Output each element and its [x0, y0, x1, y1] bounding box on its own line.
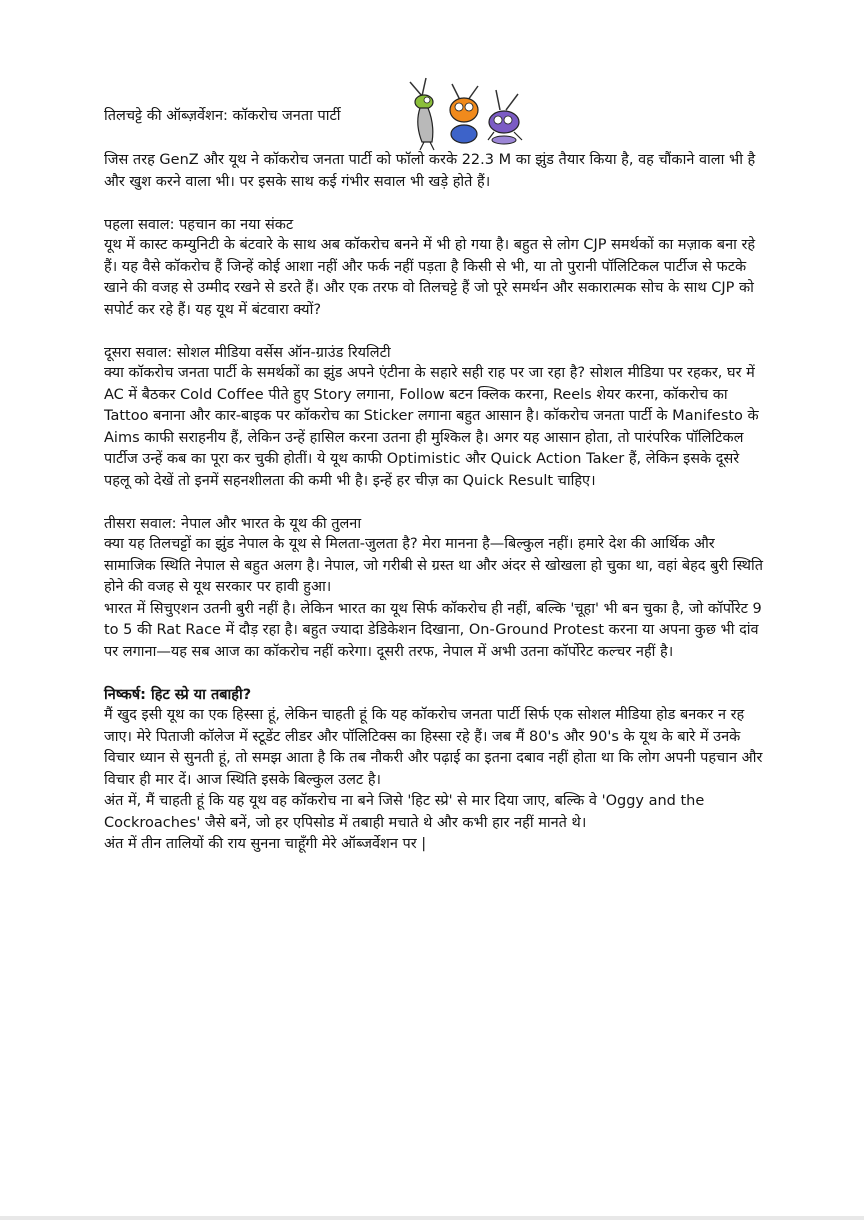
section-first-question [104, 215, 764, 321]
section-paragraph: क्या यह तिलचट्टों का झुंड नेपाल के यूथ से मिलता-जुलता है? मेरा मानना है—बिल्कुल नहीं। हमारे देश की आर्थिक और सामाजिक स्थिति नेपाल से बहुत अलग है। नेपाल, जो गरीबी से ग्रस्त था और अंदर से खोखला हो चुका था, वहां बेहद बुरी स्थिति होने की वजह से यूथ सरकार पर हावी हुआ। [104, 536, 764, 595]
section-paragraph: क्या कॉकरोच जनता पार्टी के समर्थकों का झुंड अपने एंटीना के सहारे सही राह पर जा रहा है? सोशल मीडिया पर रहकर, घर में AC में बैठकर Cold Coffee पीते हुए Story लगाना, Follow बटन क्लिक करना, Reels शेयर करना, कॉकरोच का Tattoo बनाना और कार-बाइक पर कॉकरोच का Sticker लगाना बहुत आसान है। कॉकरोच जनता पार्टी के Manifesto के Aims काफी सराहनीय हैं, लेकिन उन्हें हासिल करना उतना ही मुश्किल है। अगर यह आसान होता, तो पारंपरिक पॉलिटिकल पार्टीज उन्हें कब का पूरा कर चुकी होतीं। ये यूथ काफी Optimistic और Quick Action Taker हैं, लेकिन इसके दूसरे पहलू को देखें तो इनमें सहनशीलता की कमी भी है। इन्हें हर चीज़ का Quick Result चाहिए। [104, 365, 759, 489]
conclusion-heading: निष्कर्ष: हिट स्प्रे या तबाही? [104, 687, 252, 703]
section-third-question [104, 514, 764, 663]
section-conclusion [104, 685, 764, 856]
section-second-question [104, 343, 764, 492]
page-bottom-edge [0, 1216, 864, 1220]
section-heading: पहला सवाल: पहचान का नया संकट [104, 217, 294, 233]
section-paragraph: अंत में, मैं चाहती हूं कि यह यूथ वह कॉकरोच ना बने जिसे 'हिट स्प्रे' से मार दिया जाए, बल्कि वे 'Oggy and the Cockroaches' जैसे बनें, जो हर एपिसोड में तबाही मचाते थे और कभी हार नहीं मानते थे। [104, 793, 705, 831]
document-body [104, 100, 764, 856]
document-title: तिलचट्टे की ऑब्ज़र्वेशन: कॉकरोच जनता पार्टी [104, 108, 341, 124]
closing-line: अंत में तीन तालियों की राय सुनना चाहूँगी मेरे ऑब्जर्वेशन पर | [104, 836, 427, 852]
section-paragraph: मैं खुद इसी यूथ का एक हिस्सा हूं, लेकिन चाहती हूं कि यह कॉकरोच जनता पार्टी सिर्फ एक सोशल मीडिया होड बनकर न रह जाए। मेरे पिताजी कॉलेज में स्टूडेंट लीडर और पॉलिटिक्स का हिस्सा रहे हैं। जब मैं 80's और 90's के यूथ के बारे में उनके विचार ध्यान से सुनती हूं, तो समझ आता है कि तब नौकरी और पढ़ाई का इतना दबाव नहीं होता था कि लोग अपनी पहचान और विचार ही मार दें। आज स्थिति इसके बिल्कुल उलट है। [104, 707, 763, 788]
section-heading: तीसरा सवाल: नेपाल और भारत के यूथ की तुलना [104, 516, 362, 532]
intro-paragraph: जिस तरह GenZ और यूथ ने कॉकरोच जनता पार्टी को फॉलो करके 22.3 M का झुंड तैयार किया है, वह चौंकाने वाला भी है और खुश करने वाला भी। पर इसके साथ कई गंभीर सवाल भी खड़े होते हैं। [104, 152, 756, 190]
section-heading: दूसरा सवाल: सोशल मीडिया वर्सेस ऑन-ग्राउंड रियलिटी [104, 345, 391, 361]
section-paragraph: भारत में सिचुएशन उतनी बुरी नहीं है। लेकिन भारत का यूथ सिर्फ कॉकरोच ही नहीं, बल्कि 'चूहा' भी बन चुका है, जो कॉर्पोरेट 9 to 5 की Rat Race में दौड़ रहा है। बहुत ज्यादा डेडिकेशन दिखाना, On-Ground Protest करना या अपना कुछ भी दांव पर लगाना—यह सब आज का कॉकरोच नहीं करेगा। दूसरी तरफ, नेपाल में अभी उतना कॉर्पोरेट कल्चर नहीं है। [104, 600, 762, 660]
section-paragraph: यूथ में कास्ट कम्युनिटी के बंटवारे के साथ अब कॉकरोच बनने में भी हो गया है। बहुत से लोग CJP समर्थकों का मज़ाक बना रहे हैं। यह वैसे कॉकरोच हैं जिन्हें कोई आशा नहीं और फर्क नहीं पड़ता है किसी से भी, या तो पुरानी पॉलिटिकल पार्टीज से फटके खाने की वजह से उम्मीद रखने से डरते हैं। और एक तरफ वो तिलचट्टे हैं जो पूरे समर्थन और सकारात्मक सोच के साथ CJP को सपोर्ट कर रहे हैं। यह यूथ में बंटवारा क्यों? [104, 237, 756, 318]
